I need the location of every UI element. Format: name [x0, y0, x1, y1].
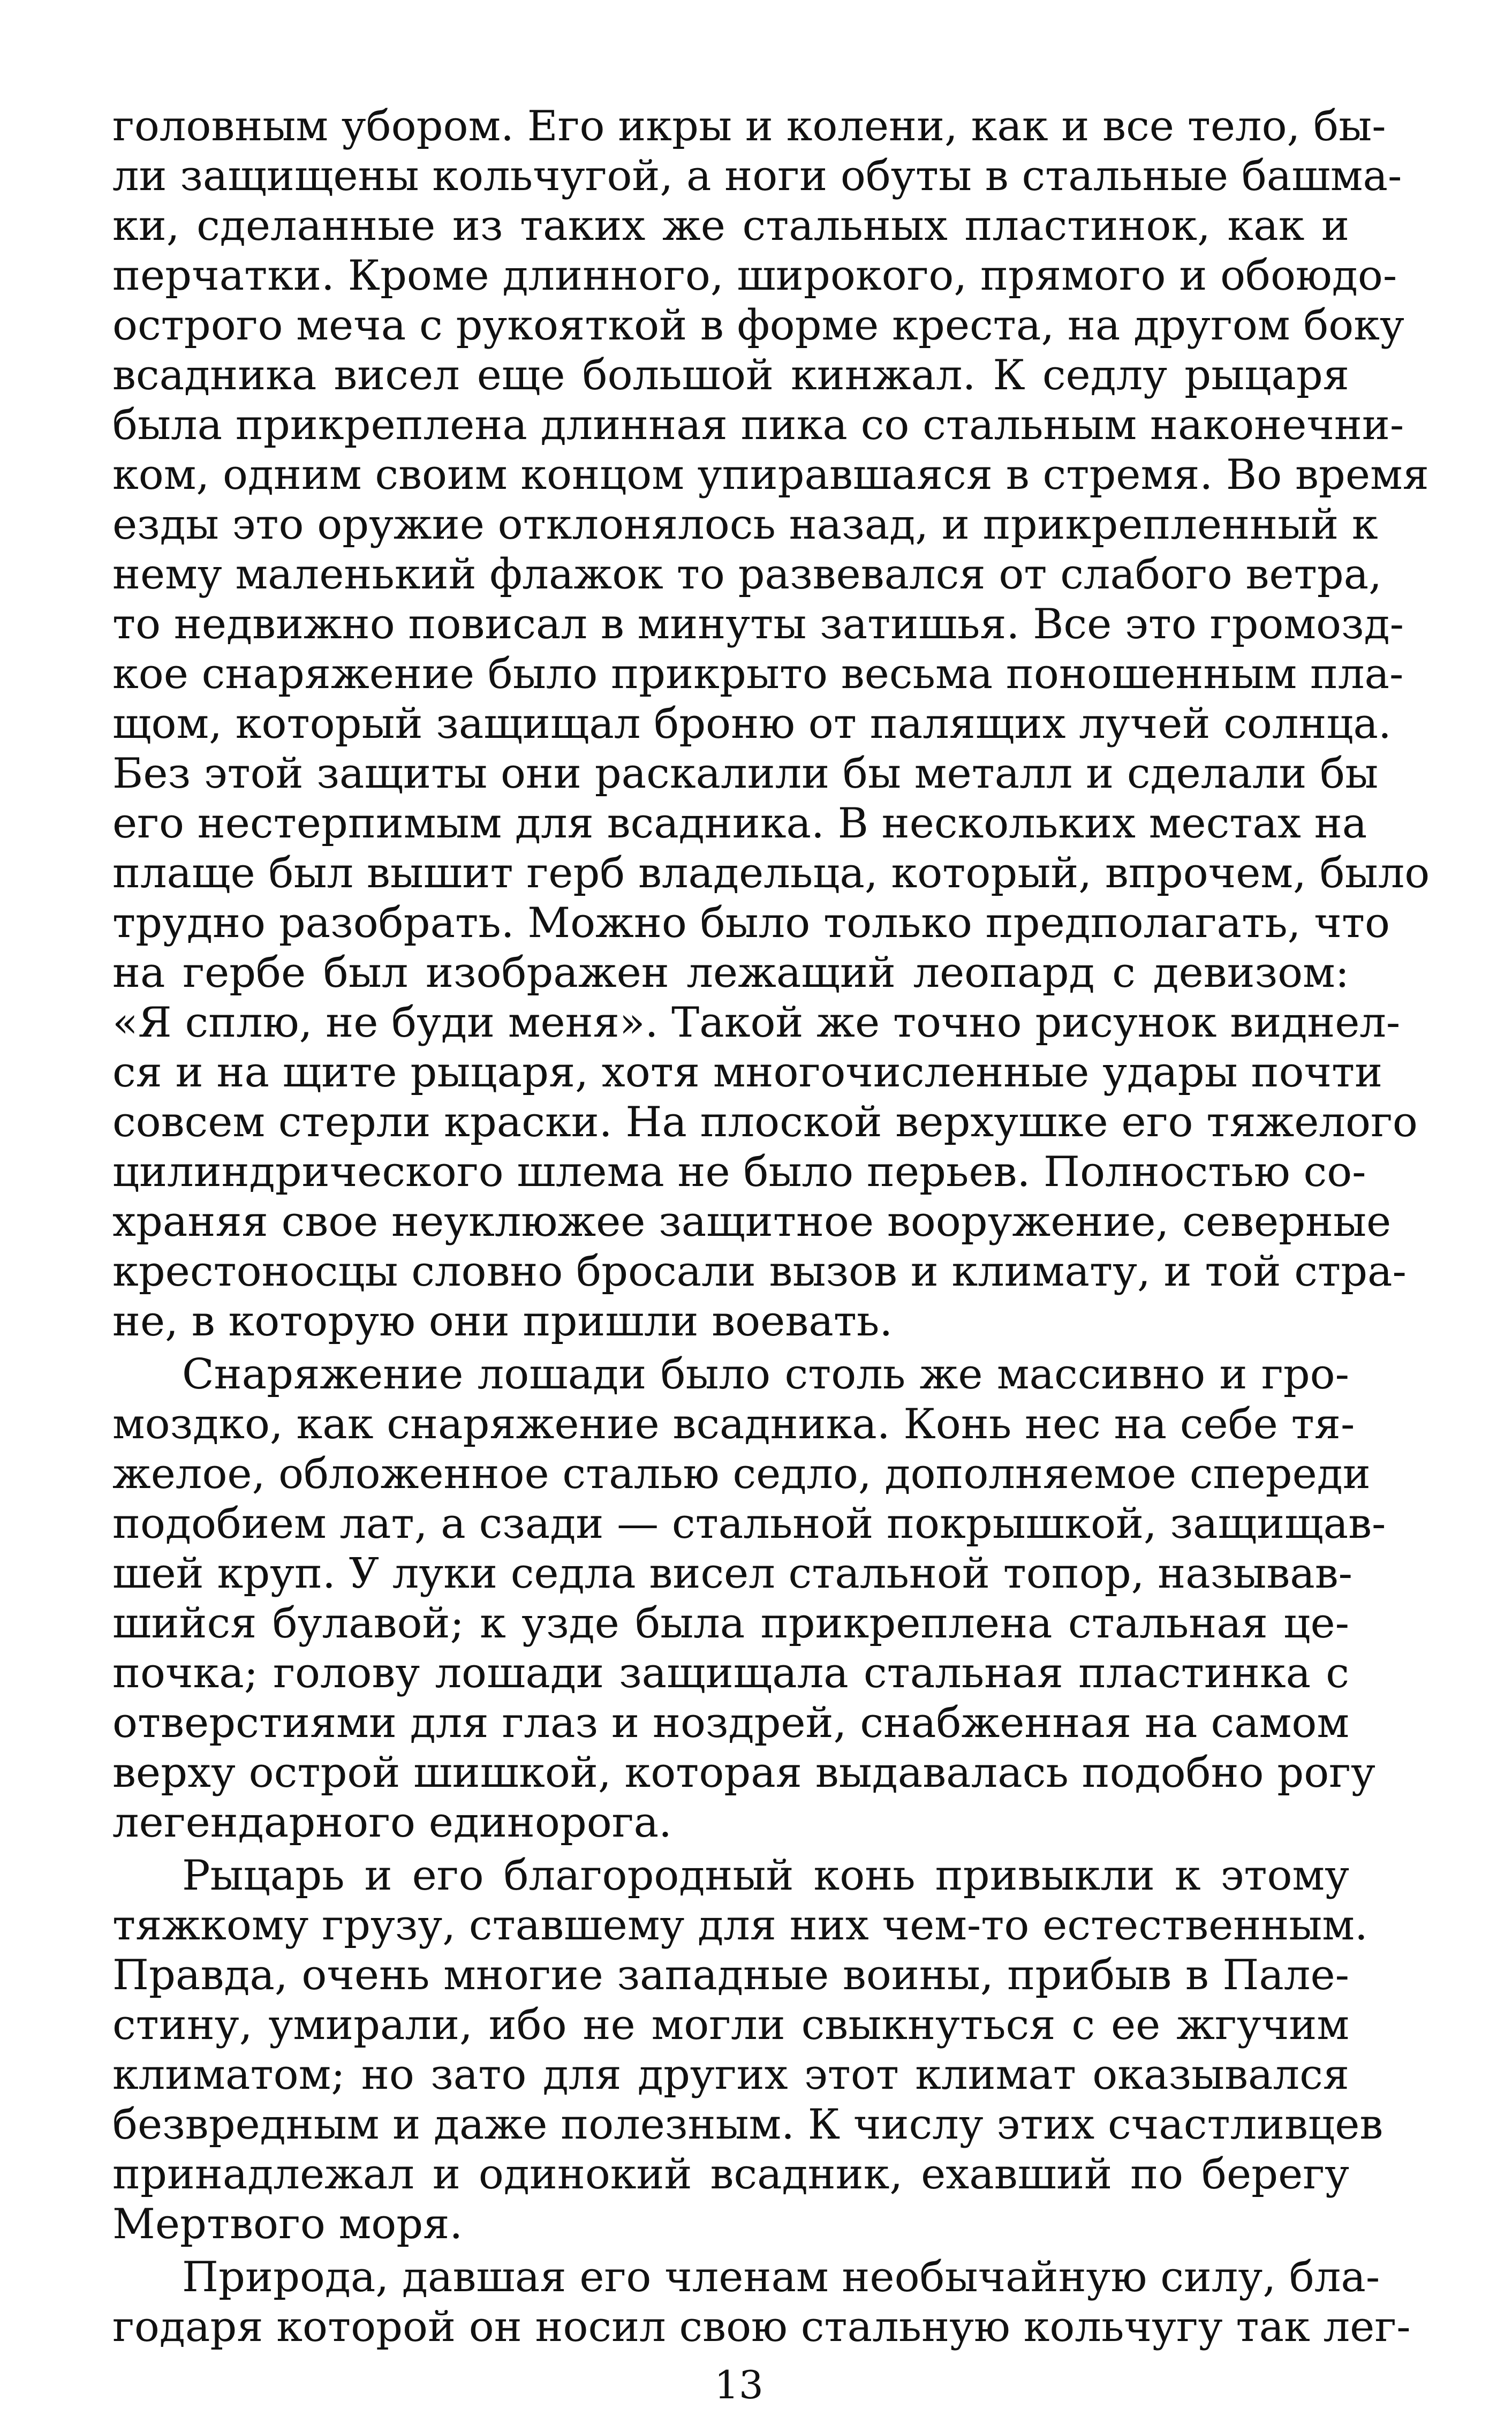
text-line: щом, который защищал броню от палящих лучей солнца. — [112, 700, 1392, 748]
text-line: шей круп. У луки седла висел стальной топор, называв- — [112, 1550, 1353, 1598]
text-line: годаря которой он носил свою стальную кольчугу так лег- — [112, 2303, 1411, 2351]
text-line: была прикреплена длинная пика со стальным наконечни- — [112, 401, 1404, 449]
text-line: не, в которую они пришли воевать. — [112, 1297, 893, 1346]
book-page — [112, 102, 1430, 2351]
text-line: отверстиями для глаз и ноздрей, снабженная на самом — [112, 1699, 1349, 1747]
text-line: Снаряжение лошади было столь же массивно и гро- — [182, 1350, 1349, 1399]
text-line: Без этой защиты они раскалили бы металл и сделали бы — [112, 750, 1379, 798]
text-line: стину, умирали, ибо не могли свыкнуться с ее жгучим — [112, 2001, 1349, 2049]
text-line: тяжкому грузу, ставшему для них чем-то естественным. — [112, 1901, 1368, 1950]
text-line: «Я сплю, не буди меня». Такой же точно рисунок виднел- — [112, 999, 1401, 1047]
text-line: ли защищены кольчугой, а ноги обуты в стальные башма- — [112, 152, 1402, 200]
text-line: легендарного единорога. — [112, 1799, 672, 1847]
text-line: трудно разобрать. Можно было только предполагать, что — [112, 899, 1390, 947]
text-line: шийся булавой; к узде была прикреплена стальная це- — [112, 1599, 1349, 1648]
text-line: Мертвого моря. — [112, 2200, 463, 2248]
text-line: цилиндрического шлема не было перьев. Полностью со- — [112, 1148, 1366, 1196]
text-line: безвредным и даже полезным. К числу этих счастливцев — [112, 2101, 1384, 2149]
text-line: ком, одним своим концом упиравшаяся в стремя. Во время — [112, 451, 1429, 499]
text-line: плаще был вышит герб владельца, который, впрочем, было — [112, 849, 1430, 897]
text-line: желое, обложенное сталью седло, дополняемое спереди — [112, 1450, 1371, 1498]
text-line: крестоносцы словно бросали вызов и климату, и той стра- — [112, 1248, 1407, 1296]
text-line: почка; голову лошади защищала стальная пластинка с — [112, 1649, 1349, 1697]
page-number: 13 — [714, 2362, 763, 2407]
text-line: ся и на щите рыцаря, хотя многочисленные удары почти — [112, 1048, 1383, 1097]
text-line: Природа, давшая его членам необычайную силу, бла- — [182, 2253, 1380, 2301]
text-line: Правда, очень многие западные воины, прибыв в Пале- — [112, 1951, 1349, 1999]
text-line: совсем стерли краски. На плоской верхушке его тяжелого — [112, 1098, 1418, 1146]
text-line: перчатки. Кроме длинного, широкого, прямого и обоюдо- — [112, 252, 1397, 300]
text-line: подобием лат, а сзади — стальной покрышкой, защищав- — [112, 1500, 1386, 1548]
text-line: нему маленький флажок то развевался от слабого ветра, — [112, 550, 1382, 599]
text-line: головным убором. Его икры и колени, как и все тело, бы- — [112, 102, 1386, 150]
text-line: кое снаряжение было прикрыто весьма поношенным пла- — [112, 650, 1404, 698]
text-line: моздко, как снаряжение всадника. Конь нес на себе тя- — [112, 1400, 1355, 1448]
text-line: Рыцарь и его благородный конь привыкли к этому — [182, 1852, 1349, 1900]
text-line: храняя свое неуклюжее защитное вооружение, северные — [112, 1198, 1392, 1246]
text-line: ки, сделанные из таких же стальных пластинок, как и — [112, 202, 1349, 250]
text-line: всадника висел еще большой кинжал. К седлу рыцаря — [112, 351, 1349, 399]
text-line: принадлежал и одинокий всадник, ехавший по берегу — [112, 2150, 1349, 2199]
text-line: на гербе был изображен лежащий леопард с девизом: — [112, 949, 1349, 997]
text-line: езды это оружие отклонялось назад, и прикрепленный к — [112, 501, 1378, 549]
text-line: его нестерпимым для всадника. В нескольких местах на — [112, 799, 1367, 848]
text-line: острого меча с рукояткой в форме креста, на другом боку — [112, 301, 1404, 350]
text-line: то недвижно повисал в минуты затишья. Все это громозд- — [112, 600, 1404, 648]
text-line: климатом; но зато для других этот климат оказывался — [112, 2051, 1349, 2099]
text-line: верху острой шишкой, которая выдавалась подобно рогу — [112, 1749, 1375, 1797]
